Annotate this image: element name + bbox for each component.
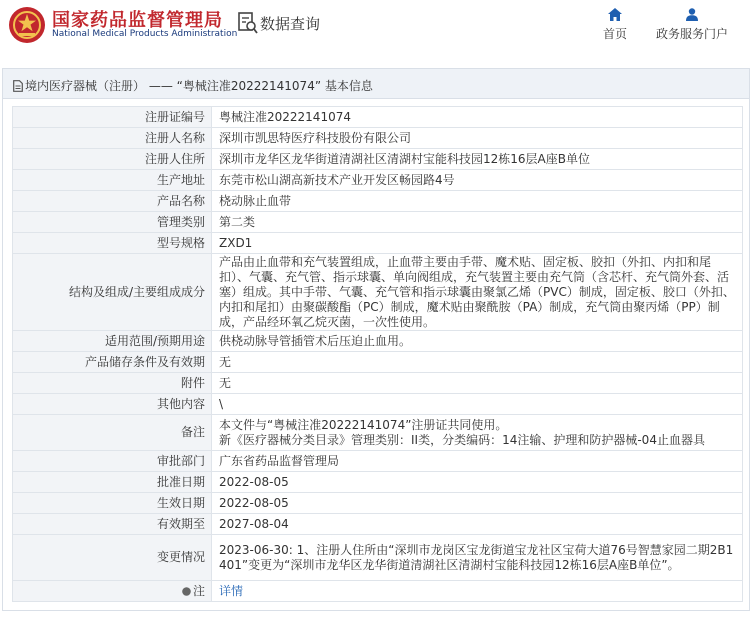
details-link[interactable]: 详情 — [219, 583, 244, 598]
note-label: 注 — [192, 583, 205, 598]
nav-service-label: 政务服务门户 — [655, 27, 728, 41]
field-value: 产品由止血带和充气装置组成，止血带主要由手带、魔术贴、固定板、胶扣（外扣、内扣和尾扣）、气囊、充气管、指示球囊、单向阀组成，充气装置主要由充气筒（含芯杆、充气筒外套、活塞）组成。其中手带、气囊、充气管和指示球囊由聚氯乙烯（PVC）制成，固定板、胶口（外扣、内扣和尾扣）由聚碳酸酯（PC）制成，魔术贴由聚酰胺（PA）制成，充气筒由聚丙烯（PP）制成，产品经环氧乙烷灭菌，一次性使用。 — [212, 254, 743, 331]
table-row — [13, 451, 743, 472]
field-label: 注册人名称 — [13, 128, 212, 149]
remark-line-1: 本文件与“粤械注准20222141074”注册证共同使用。 — [219, 417, 508, 432]
info-icon — [182, 587, 191, 596]
field-value: 2022-08-05 — [212, 472, 743, 493]
field-value — [212, 581, 743, 602]
field-value: 2027-08-04 — [212, 514, 743, 535]
data-query-icon[interactable] — [238, 12, 258, 34]
field-label: 备注 — [13, 415, 212, 451]
table-row — [13, 233, 743, 254]
panel-header — [3, 69, 749, 99]
field-value: 无 — [212, 352, 743, 373]
field-label: 附件 — [13, 373, 212, 394]
nav-service-portal[interactable] — [650, 8, 734, 42]
table-row — [13, 535, 743, 581]
field-value: 无 — [212, 373, 743, 394]
field-label: 审批部门 — [13, 451, 212, 472]
field-value: ZXD1 — [212, 233, 743, 254]
table-row — [13, 373, 743, 394]
table-row — [13, 472, 743, 493]
site-header — [0, 0, 751, 60]
field-label: 型号规格 — [13, 233, 212, 254]
brand-title[interactable]: 国家药品监督管理局 — [52, 10, 223, 31]
field-label: 生产地址 — [13, 170, 212, 191]
field-label: 生效日期 — [13, 493, 212, 514]
table-row — [13, 352, 743, 373]
table-row — [13, 128, 743, 149]
field-label: 注册证编号 — [13, 107, 212, 128]
panel-title: 境内医疗器械（注册） —— “粤械注准20222141074” 基本信息 — [25, 79, 373, 93]
field-value — [212, 415, 743, 451]
field-value: 东莞市松山湖高新技术产业开发区畅园路4号 — [212, 170, 743, 191]
detail-table — [12, 106, 743, 602]
table-row — [13, 107, 743, 128]
nav-home-label: 首页 — [602, 27, 627, 41]
table-row — [13, 514, 743, 535]
table-row — [13, 415, 743, 451]
table-row — [13, 493, 743, 514]
data-query-link[interactable]: 数据查询 — [260, 15, 321, 33]
national-emblem-icon[interactable] — [8, 6, 46, 44]
table-row — [13, 170, 743, 191]
table-row — [13, 191, 743, 212]
table-row — [13, 394, 743, 415]
field-label: 注册人住所 — [13, 149, 212, 170]
field-value: 广东省药品监督管理局 — [212, 451, 743, 472]
field-label — [13, 581, 212, 602]
field-value: 粤械注准20222141074 — [212, 107, 743, 128]
user-icon — [685, 8, 699, 21]
field-label: 适用范围/预期用途 — [13, 331, 212, 352]
field-label: 管理类别 — [13, 212, 212, 233]
field-value: 供桡动脉导管插管术后压迫止血用。 — [212, 331, 743, 352]
table-row — [13, 331, 743, 352]
field-label: 产品储存条件及有效期 — [13, 352, 212, 373]
field-value: 深圳市凯思特医疗科技股份有限公司 — [212, 128, 743, 149]
field-value: 深圳市龙华区龙华街道清湖社区清湖村宝能科技园12栋16层A座B单位 — [212, 149, 743, 170]
document-icon — [13, 80, 23, 92]
field-label: 结构及组成/主要组成成分 — [13, 254, 212, 331]
field-label: 产品名称 — [13, 191, 212, 212]
field-label: 其他内容 — [13, 394, 212, 415]
remark-line-2: 新《医疗器械分类目录》管理类别：II类，分类编码：14注输、护理和防护器械-04止血器具 — [219, 432, 705, 447]
table-row — [13, 212, 743, 233]
detail-panel — [2, 68, 750, 611]
field-value: 2023-06-30: 1、注册人住所由“深圳市龙岗区宝龙街道宝龙社区宝荷大道76号智慧家园二期2B1401”变更为“深圳市龙华区龙华街道清湖社区清湖村宝能科技园12栋16层A座B单位”。 — [212, 535, 743, 581]
field-value: 2022-08-05 — [212, 493, 743, 514]
field-label: 批准日期 — [13, 472, 212, 493]
field-value: 第二类 — [212, 212, 743, 233]
table-row — [13, 149, 743, 170]
field-value: 桡动脉止血带 — [212, 191, 743, 212]
brand-subtitle[interactable]: National Medical Products Administration — [52, 29, 238, 39]
table-row — [13, 254, 743, 331]
home-icon — [608, 8, 622, 21]
nav-home[interactable] — [598, 8, 632, 42]
field-label: 有效期至 — [13, 514, 212, 535]
field-label: 变更情况 — [13, 535, 212, 581]
field-value: \ — [212, 394, 743, 415]
table-row — [13, 581, 743, 602]
